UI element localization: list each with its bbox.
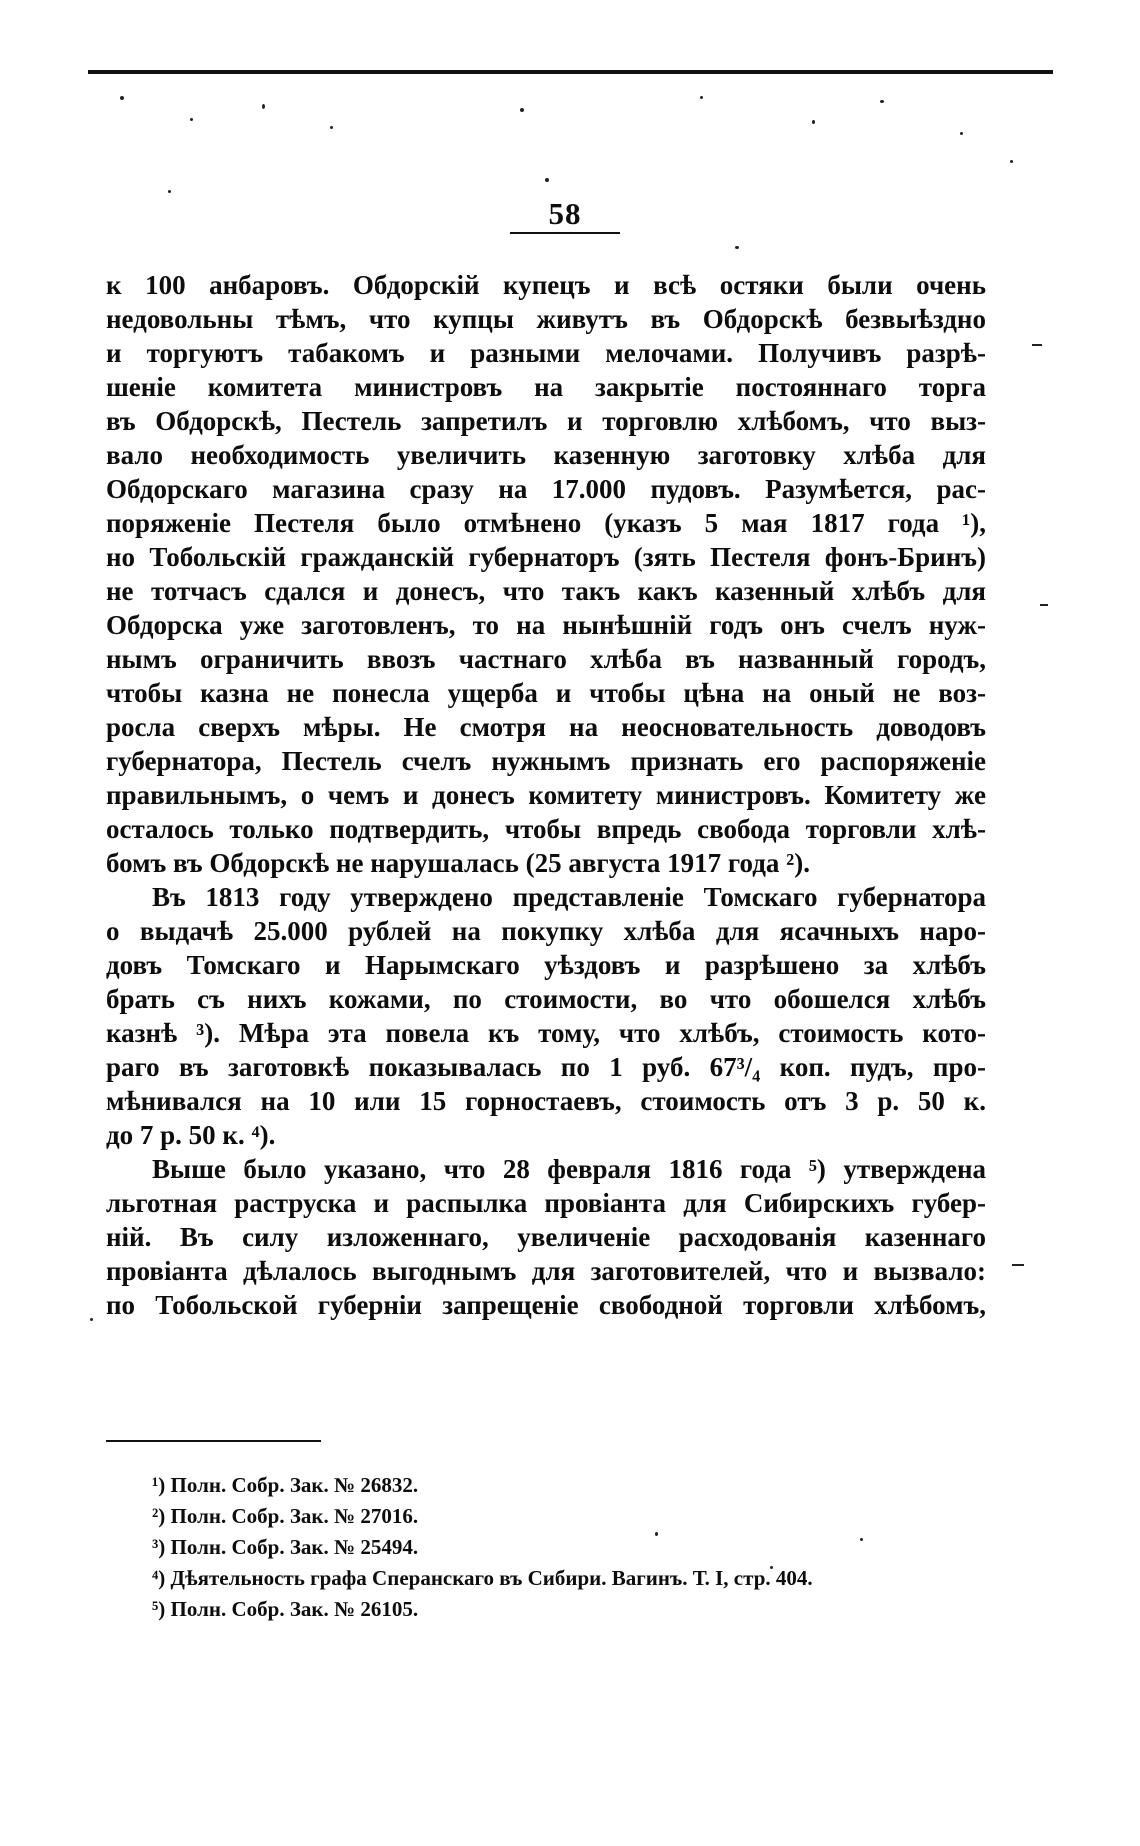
text-line: не тотчасъ сдался и донесъ, что такъ какъ казенный хлѣбъ для — [106, 576, 986, 606]
text-line: провіанта дѣлалось выгоднымъ для заготовителей, что и вызвало: — [106, 1256, 986, 1286]
text-line: льготная раструска и распылка провіанта для Сибирскихъ губер- — [106, 1188, 986, 1218]
scan-speck — [880, 100, 884, 103]
page-number: 58 — [548, 196, 582, 231]
text-line: Обдорскаго магазина сразу на 17.000 пудовъ. Разумѣется, рас- — [106, 474, 986, 504]
text-line: поряженіе Пестеля было отмѣнено (указъ 5 мая 1817 года ¹), — [106, 508, 986, 538]
scan-speck — [960, 132, 963, 135]
text-line: к 100 анбаровъ. Обдорскій купецъ и всѣ остяки были очень — [106, 270, 986, 300]
scan-speck — [812, 120, 815, 124]
text-line: Обдорска уже заготовленъ, то на нынѣшній годъ онъ счелъ нуж- — [106, 610, 986, 640]
footnote: ¹) Полн. Собр. Зак. № 26832. — [152, 1473, 419, 1497]
text-line: недовольны тѣмъ, что купцы живутъ въ Обдорскѣ безвыѣздно — [106, 304, 986, 334]
text-line: бомъ въ Обдорскѣ не нарушалась (25 августа 1917 года ²). — [106, 848, 810, 878]
text-line: шеніе комитета министровъ на закрытіе постояннаго торга — [106, 372, 986, 402]
body-text — [106, 268, 986, 1322]
scan-speck — [1012, 1264, 1024, 1266]
scan-speck — [1040, 604, 1048, 606]
text-line: вало необходимость увеличить казенную заготовку хлѣба для — [106, 440, 986, 470]
text-line: губернатора, Пестель счелъ нужнымъ признать его распоряженіе — [106, 746, 986, 776]
text-line: раго въ заготовкѣ показывалась по 1 руб. 67³/₄ коп. пудъ, про- — [106, 1052, 986, 1082]
footnote: ²) Полн. Собр. Зак. № 27016. — [152, 1504, 419, 1528]
scan-speck — [168, 190, 171, 193]
text-line: казнѣ ³). Мѣра эта повела къ тому, что хлѣбъ, стоимость кото- — [106, 1018, 986, 1048]
scan-speck — [90, 1318, 93, 1321]
footnote: ⁴) Дѣятельность графа Сперанскаго въ Сибири. Вагинъ. Т. I, стр. 404. — [152, 1566, 813, 1590]
text-line: по Тобольской губерніи запрещеніе свободной торговли хлѣбомъ, — [106, 1290, 986, 1320]
text-line: правильнымъ, о чемъ и донесъ комитету министровъ. Комитету же — [106, 780, 986, 810]
footnotes — [152, 1470, 992, 1625]
text-line: въ Обдорскѣ, Пестель запретилъ и торговлю хлѣбомъ, что выз- — [106, 406, 986, 436]
text-line: брать съ нихъ кожами, по стоимости, во что обошелся хлѣбъ — [106, 984, 986, 1014]
text-line: но Тобольскій гражданскій губернаторъ (зять Пестеля фонъ-Бринъ) — [106, 542, 986, 572]
scan-speck — [190, 118, 193, 121]
scan-speck — [1032, 344, 1042, 346]
text-line: до 7 р. 50 к. ⁴). — [106, 1120, 276, 1150]
text-line: Выше было указано, что 28 февраля 1816 года ⁵) утверждена — [152, 1154, 986, 1184]
scan-speck — [520, 108, 524, 112]
footnote-separator — [106, 1440, 321, 1442]
text-line: и торгуютъ табакомъ и разными мелочами. Получивъ разрѣ- — [106, 338, 986, 368]
text-line: Въ 1813 году утверждено представленіе Томскаго губернатора — [152, 882, 986, 912]
text-line: довъ Томскаго и Нарымскаго уѣздовъ и разрѣшено за хлѣбъ — [106, 950, 986, 980]
page-number-underline — [510, 232, 620, 234]
text-line: осталось только подтвердить, чтобы впредь свобода торговли хлѣ- — [106, 814, 986, 844]
text-line: чтобы казна не понесла ущерба и чтобы цѣна на оный не воз- — [106, 678, 986, 708]
text-line: росла сверхъ мѣры. Не смотря на неосновательность доводовъ — [106, 712, 986, 742]
scan-speck — [330, 126, 333, 129]
text-line: о выдачѣ 25.000 рублей на покупку хлѣба для ясачныхъ наро- — [106, 916, 986, 946]
text-line: мѣнивался на 10 или 15 горностаевъ, стоимость отъ 3 р. 50 к. — [106, 1086, 986, 1116]
scan-speck — [735, 246, 739, 249]
footnote: ³) Полн. Собр. Зак. № 25494. — [152, 1535, 419, 1559]
scan-speck — [700, 96, 703, 99]
scan-speck — [262, 104, 265, 109]
text-line: ній. Въ силу изложеннаго, увеличеніе расходованія казеннаго — [106, 1222, 986, 1252]
footnote: ⁵) Полн. Собр. Зак. № 26105. — [152, 1597, 419, 1621]
scan-speck — [545, 178, 549, 182]
scan-top-edge — [88, 70, 1053, 74]
scan-speck — [120, 96, 124, 100]
scan-speck — [1010, 160, 1013, 163]
text-line: нымъ ограничить ввозъ частнаго хлѣба въ названный городъ, — [106, 644, 986, 674]
